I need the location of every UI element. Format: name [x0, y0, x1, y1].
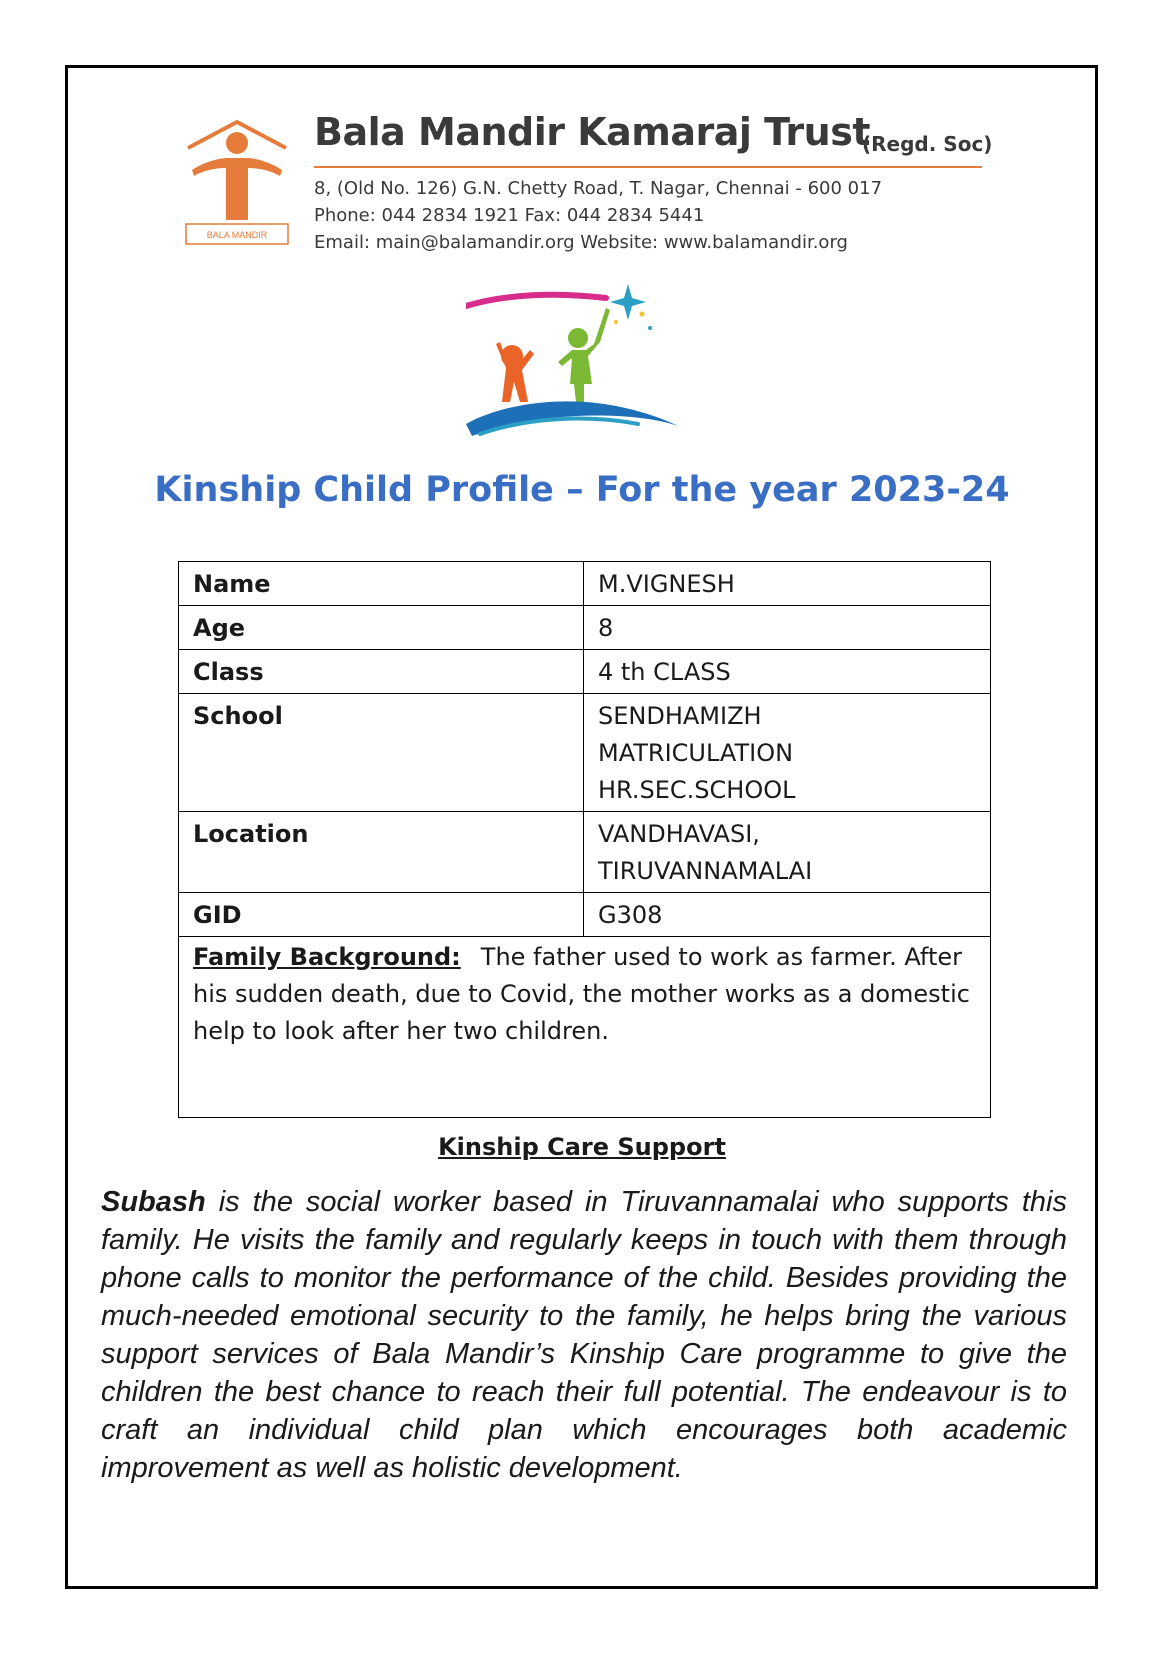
child-profile-table — [178, 561, 991, 1118]
table-row — [179, 562, 991, 606]
field-value: 8 — [584, 606, 991, 650]
logo-caption: BALA MANDIR — [206, 230, 268, 240]
table-row — [179, 694, 991, 812]
field-label: GID — [179, 893, 584, 937]
table-row — [179, 606, 991, 650]
family-background-text: The father used to work as farmer. After his sudden death, due to Covid, the mother works as a domestic help to look after her two children. — [193, 943, 970, 1045]
field-label: Name — [179, 562, 584, 606]
support-heading: Kinship Care Support — [438, 1133, 726, 1161]
field-label: Location — [179, 812, 584, 893]
page-title: Kinship Child Profile – For the year 2023-24 — [154, 470, 1010, 510]
table-row — [179, 650, 991, 694]
letterhead-rule — [314, 166, 982, 168]
children-illustration — [466, 284, 694, 450]
field-value: M.VIGNESH — [584, 562, 991, 606]
field-value: 4 th CLASS — [584, 650, 991, 694]
org-web: Email: main@balamandir.org Website: www.balamandir.org — [314, 232, 848, 253]
field-label: School — [179, 694, 584, 812]
family-background-label: Family Background: — [193, 943, 461, 971]
table-row — [179, 812, 991, 893]
field-value: SENDHAMIZH MATRICULATION HR.SEC.SCHOOL — [584, 694, 991, 812]
social-worker-name: Subash — [101, 1186, 206, 1218]
field-value: VANDHAVASI, TIRUVANNAMALAI — [584, 812, 991, 893]
support-paragraph — [101, 1183, 1067, 1487]
field-label: Age — [179, 606, 584, 650]
family-background-cell — [179, 937, 991, 1118]
org-contact: Phone: 044 2834 1921 Fax: 044 2834 5441 — [314, 205, 705, 226]
table-row — [179, 937, 991, 1118]
support-text: is the social worker based in Tiruvannamalai who supports this family. He visits the family and regularly keeps in touch with them through phone calls to monitor the performance of the child. Besides providing the much-needed emotional security to the family, he helps bring the various support services of Bala Mandir’s Kinship Care programme to give the children the best chance to reach their full potential. The endeavour is to craft an individual child plan which encourages both academic improvement as well as holistic development. — [101, 1186, 1067, 1484]
org-address: 8, (Old No. 126) G.N. Chetty Road, T. Nagar, Chennai - 600 017 — [314, 178, 883, 199]
bala-mandir-logo — [184, 118, 290, 250]
field-value: G308 — [584, 893, 991, 937]
org-registration: (Regd. Soc) — [862, 132, 993, 156]
org-name: Bala Mandir Kamaraj Trust — [314, 110, 870, 154]
field-label: Class — [179, 650, 584, 694]
table-row — [179, 893, 991, 937]
